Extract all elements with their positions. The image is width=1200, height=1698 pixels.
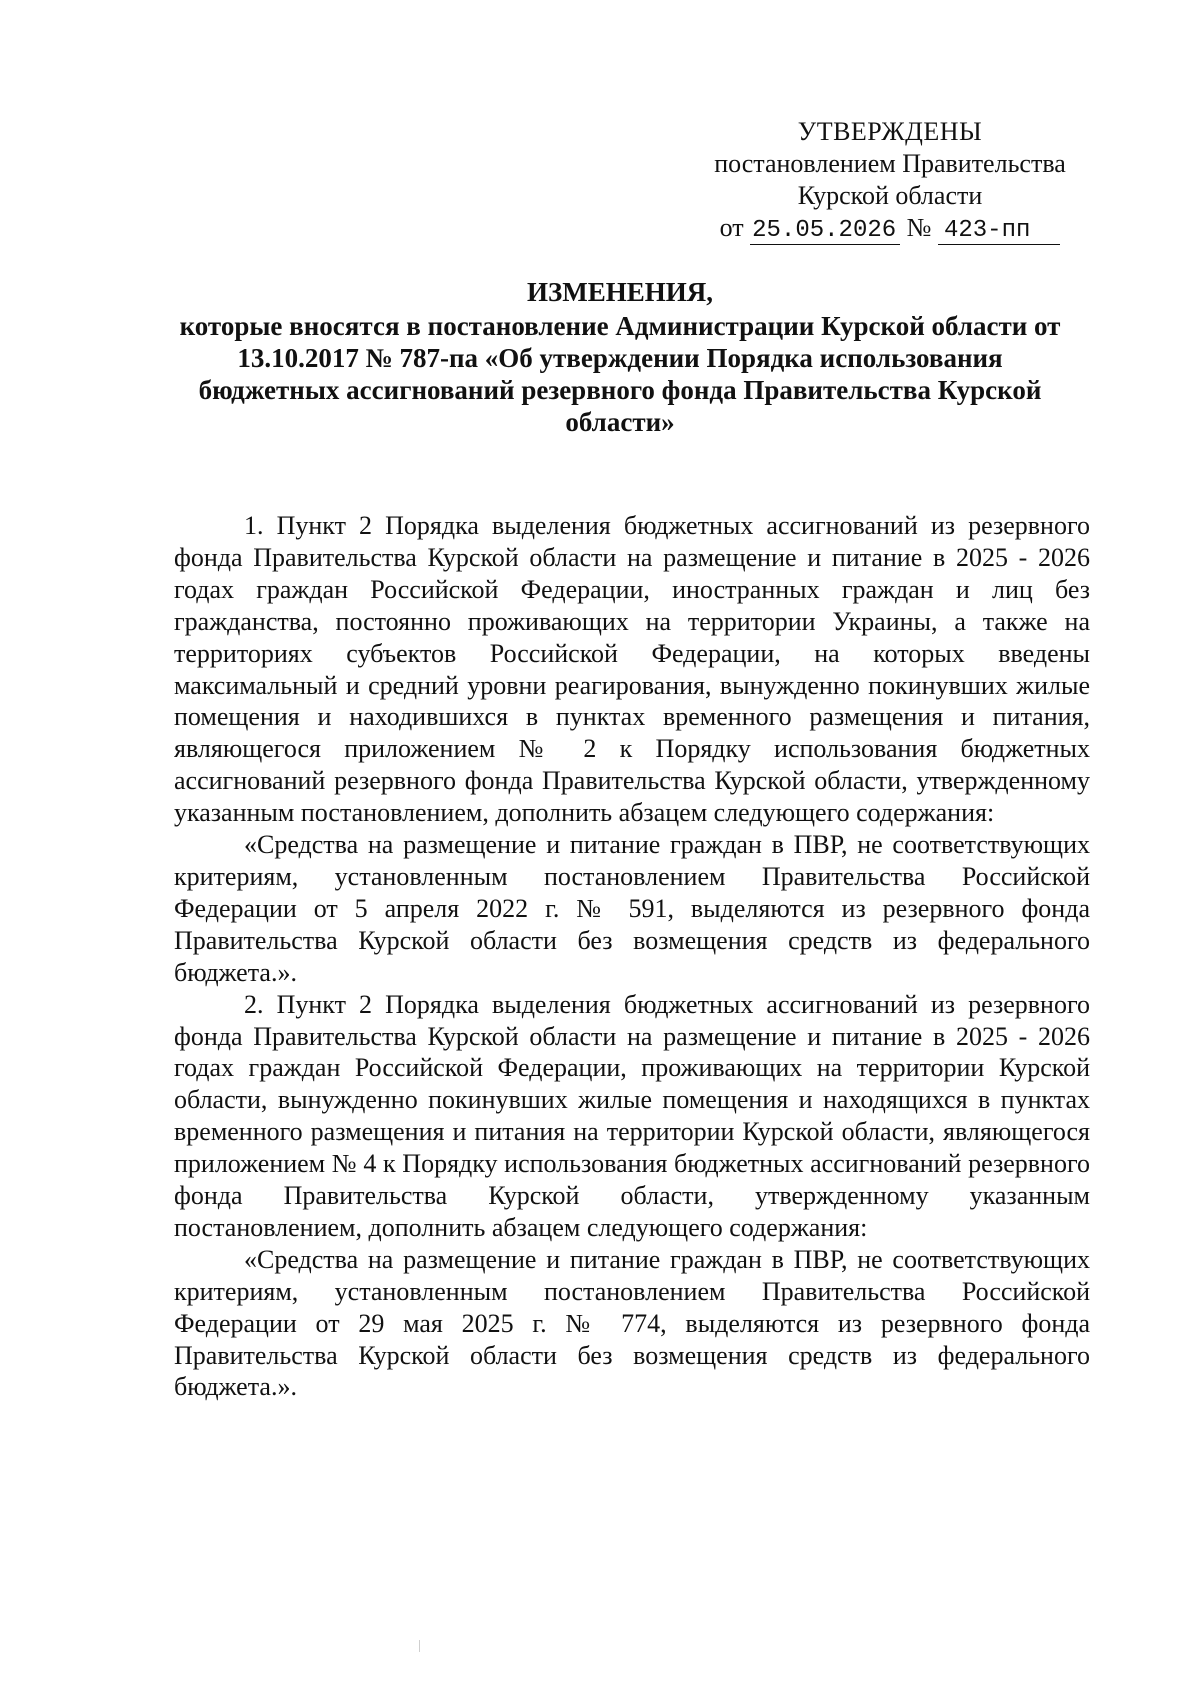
paragraph-4: «Средства на размещение и питание граждан в ПВР, не соответствующих критериям, установленным постановлением Правительства Российской Федерации от 29 мая 2025 г. № 774, выделяются из резервного фонда Правительства Курской области без возмещения средств из федерального бюджета.». <box>174 1244 1090 1402</box>
document-body <box>174 510 1090 1403</box>
paragraph-2: «Средства на размещение и питание граждан в ПВР, не соответствующих критериям, установленным постановлением Правительства Российской Федерации от 5 апреля 2022 г. № 591, выделяются из резервного фонда Правительства Курской области без возмещения средств из федерального бюджета.». <box>174 830 1090 987</box>
scan-mark <box>419 1640 420 1652</box>
approval-date-line <box>680 212 1100 247</box>
document-heading <box>170 276 1070 438</box>
approval-number: 423-пп <box>938 217 1060 245</box>
heading-subtitle: которые вносятся в постановление Администрации Курской области от 13.10.2017 № 787-па «Об утверждении Порядка использования бюджетных ассигнований резервного фонда Правительства Курской области» <box>179 311 1061 437</box>
heading-title: ИЗМЕНЕНИЯ, <box>526 277 713 307</box>
approval-region: Курской области <box>797 181 983 210</box>
paragraph-3: 2. Пункт 2 Порядка выделения бюджетных ассигнований из резервного фонда Правительства Курской области на размещение и питание в 2025 - 2026 годах граждан Российской Федерации, проживающих на территории Курской области, вынужденно покинувших жилые помещения и находящихся в пунктах временного размещения и питания на территории Курской области, являющегося приложением № 4 к Порядку использования бюджетных ассигнований резервного фонда Правительства Курской области, утвержденному указанным постановлением, дополнить абзацем следующего содержания: <box>174 989 1090 1242</box>
approval-authority: постановлением Правительства <box>714 149 1066 178</box>
approval-title: УТВЕРЖДЕНЫ <box>797 117 983 146</box>
paragraph-1: 1. Пункт 2 Порядка выделения бюджетных ассигнований из резервного фонда Правительства Курской области на размещение и питание в 2025 - 2026 годах граждан Российской Федерации, иностранных граждан и лиц без гражданства, постоянно проживающих на территории Украины, а также на территориях субъектов Российской Федерации, на которых введены максимальный и средний уровни реагирования, вынужденно покинувших жилые помещения и находившихся в пунктах временного размещения и питания, являющегося приложением № 2 к Порядку использования бюджетных ассигнований резервного фонда Правительства Курской области, утвержденному указанным постановлением, дополнить абзацем следующего содержания: <box>174 511 1090 828</box>
approval-date: 25.05.2026 <box>750 217 900 245</box>
approval-block <box>680 116 1100 247</box>
number-label: № <box>906 213 932 242</box>
date-prefix: от <box>719 213 744 242</box>
